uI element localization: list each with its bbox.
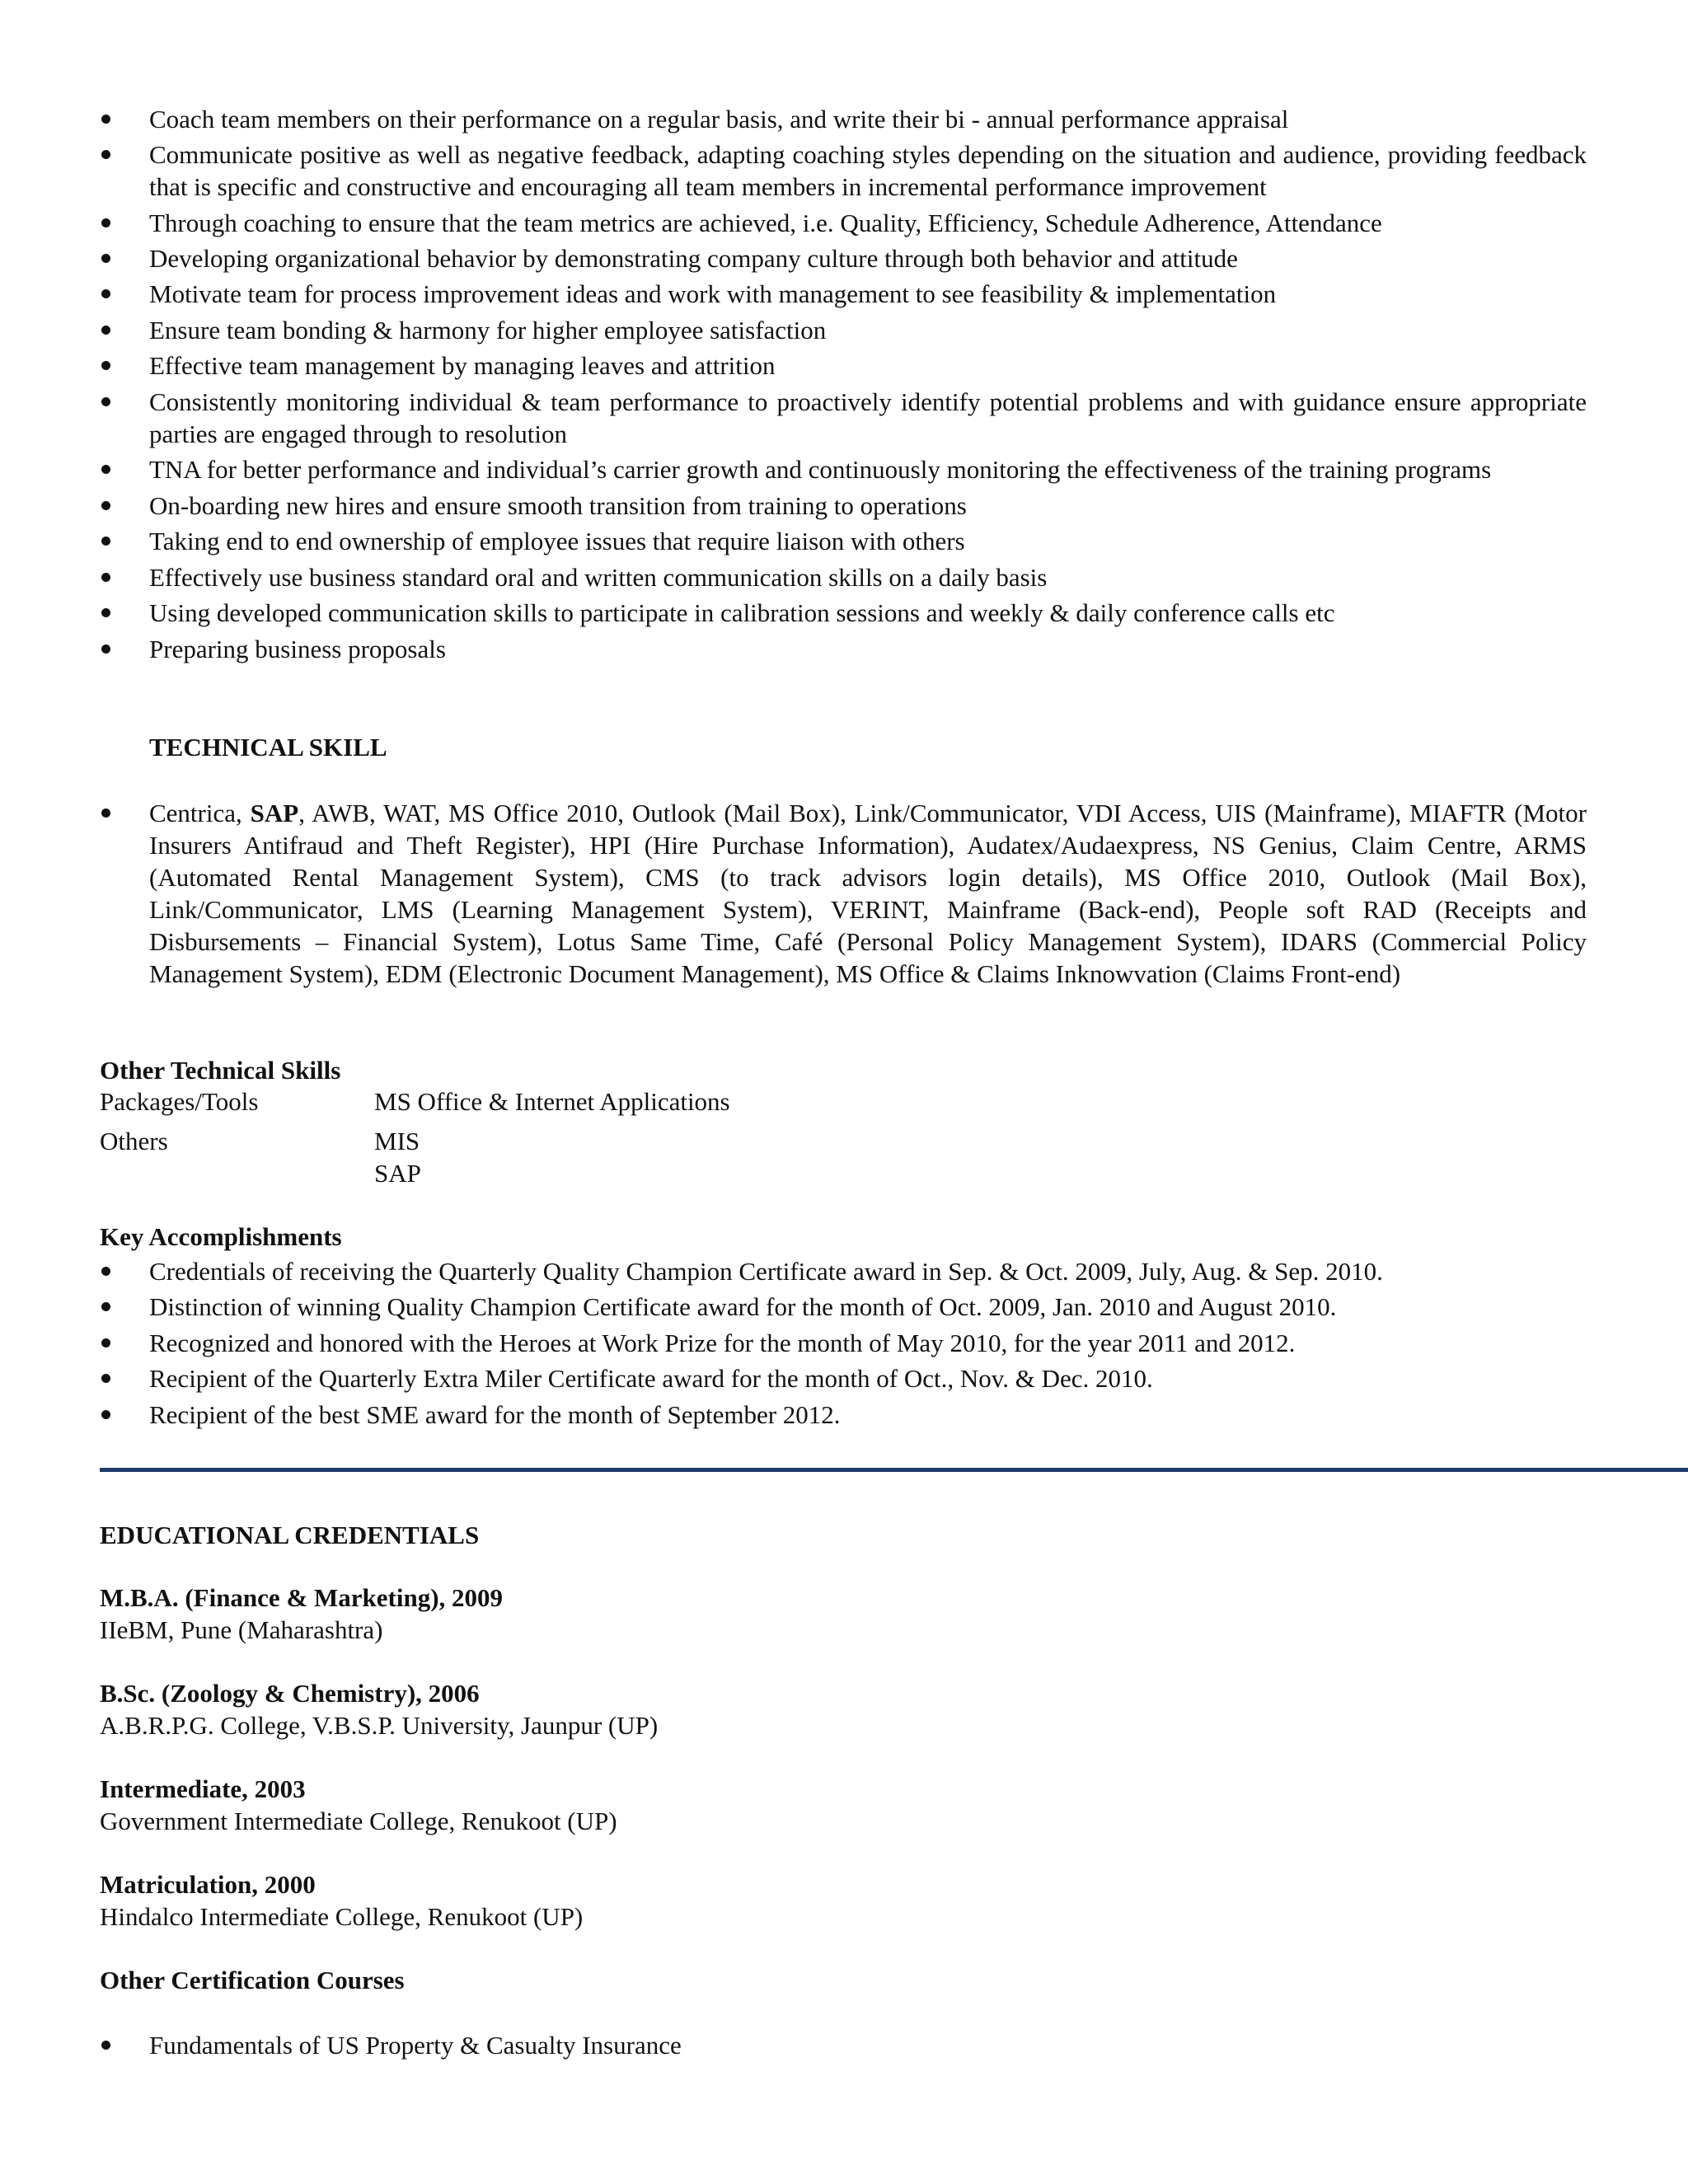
list-item: Recipient of the Quarterly Extra Miler Certificate award for the month of Oct., Nov. & Dec. 2010. [149, 1364, 1153, 1393]
institute-name: Hindalco Intermediate College, Renukoot (UP) [100, 1902, 584, 1931]
technical-skill-heading: TECHNICAL SKILL [149, 733, 387, 762]
degree-title: B.Sc. (Zoology & Chemistry), 2006 [100, 1679, 480, 1708]
skill-rest: , AWB, WAT, MS Office 2010, Outlook (Mail Box), Link/Communicator, VDI Access, UIS (Mainframe), MIAFTR (Motor Insurers Antifraud and Theft Register), HPI (Hire Purchase Information), Audatex/Audaexpress, NS Genius, Claim Centre, ARMS (Automated Rental Management System), CMS (to track advisors login details), MS Office 2010, Outlook (Mail Box), Link/Communicator, LMS (Learning Management System), VERINT, Mainframe (Back-end), People soft RAD (Receipts and Disbursements – Financial System), Lotus Same Time, Café (Personal Policy Management System), IDARS (Commercial Policy Management System), EDM (Electronic Document Management), MS Office & Claims Inknowvation (Claims Front-end) [149, 799, 1587, 988]
list-item: Through coaching to ensure that the team metrics are achieved, i.e. Quality, Efficiency, Schedule Adherence, Attendance [149, 209, 1382, 237]
education-heading: EDUCATIONAL CREDENTIALS [100, 1521, 480, 1549]
education-entry [100, 1773, 617, 1837]
list-item: Taking end to end ownership of employee issues that require liaison with others [149, 527, 965, 555]
list-item [100, 797, 1587, 990]
education-entry [100, 1582, 503, 1646]
list-item: Using developed communication skills to participate in calibration sessions and weekly & daily conference calls etc [149, 598, 1335, 627]
degree-title: Intermediate, 2003 [100, 1774, 306, 1803]
section-divider [100, 1468, 1688, 1472]
list-item: On-boarding new hires and ensure smooth transition from training to operations [149, 491, 967, 520]
packages-row [100, 1085, 730, 1118]
institute-name: A.B.R.P.G. College, V.B.S.P. University, Jaunpur (UP) [100, 1711, 659, 1740]
list-item: Preparing business proposals [149, 635, 446, 663]
degree-title: Matriculation, 2000 [100, 1870, 316, 1899]
institute-name: IIeBM, Pune (Maharashtra) [100, 1615, 383, 1644]
list-item: Consistently monitoring individual & team performance to proactively identify potential problems and with guidance ensure appropriate parties are engaged through to resolution [149, 387, 1587, 448]
list-item: Motivate team for process improvement ideas and work with management to see feasibility & implementation [149, 279, 1277, 308]
certifications-heading: Other Certification Courses [100, 1966, 405, 1994]
list-item: Fundamentals of US Property & Casualty Insurance [149, 2031, 682, 2060]
list-item: Communicate positive as well as negative feedback, adapting coaching styles depending on the situation and audience, providing feedback that is specific and constructive and encouraging all team members in incremental performance improvement [149, 140, 1587, 201]
others-value: MIS [374, 1127, 420, 1155]
skill-prefix: Centrica, [149, 799, 251, 827]
list-item: Developing organizational behavior by demonstrating company culture through both behavior and attitude [149, 244, 1238, 273]
skill-bold: SAP [250, 799, 299, 827]
list-item: Distinction of winning Quality Champion Certificate award for the month of Oct. 2009, Jan. 2010 and August 2010. [149, 1292, 1337, 1321]
list-item: TNA for better performance and individual’s carrier growth and continuously monitoring the effectiveness of the training programs [149, 455, 1492, 484]
education-entry [100, 1868, 583, 1933]
list-item: Credentials of receiving the Quarterly Quality Champion Certificate award in Sep. & Oct. 2009, July, Aug. & Sep. 2010. [149, 1257, 1383, 1286]
list-item: Coach team members on their performance on a regular basis, and write their bi - annual performance appraisal [149, 105, 1289, 134]
degree-title: M.B.A. (Finance & Marketing), 2009 [100, 1583, 504, 1612]
others-row [100, 1125, 421, 1189]
list-item: Recipient of the best SME award for the month of September 2012. [149, 1400, 841, 1429]
certifications-list [100, 2029, 1587, 2061]
others-label: Others [100, 1127, 168, 1155]
technical-skill-list [100, 797, 1587, 990]
education-entry [100, 1677, 658, 1741]
list-item: Recognized and honored with the Heroes at Work Prize for the month of May 2010, for the year 2011 and 2012. [149, 1329, 1296, 1357]
responsibilities-list [100, 103, 1587, 665]
accomplishments-heading: Key Accomplishments [100, 1222, 342, 1251]
packages-value: MS Office & Internet Applications [374, 1087, 730, 1116]
others-value: SAP [374, 1159, 421, 1188]
institute-name: Government Intermediate College, Renukoot (UP) [100, 1807, 617, 1835]
accomplishments-list [100, 1255, 1587, 1431]
other-technical-heading: Other Technical Skills [100, 1056, 341, 1085]
packages-label: Packages/Tools [100, 1087, 259, 1116]
list-item: Ensure team bonding & harmony for higher employee satisfaction [149, 316, 827, 344]
list-item: Effectively use business standard oral and written communication skills on a daily basis [149, 563, 1048, 592]
list-item: Effective team management by managing leaves and attrition [149, 351, 776, 380]
